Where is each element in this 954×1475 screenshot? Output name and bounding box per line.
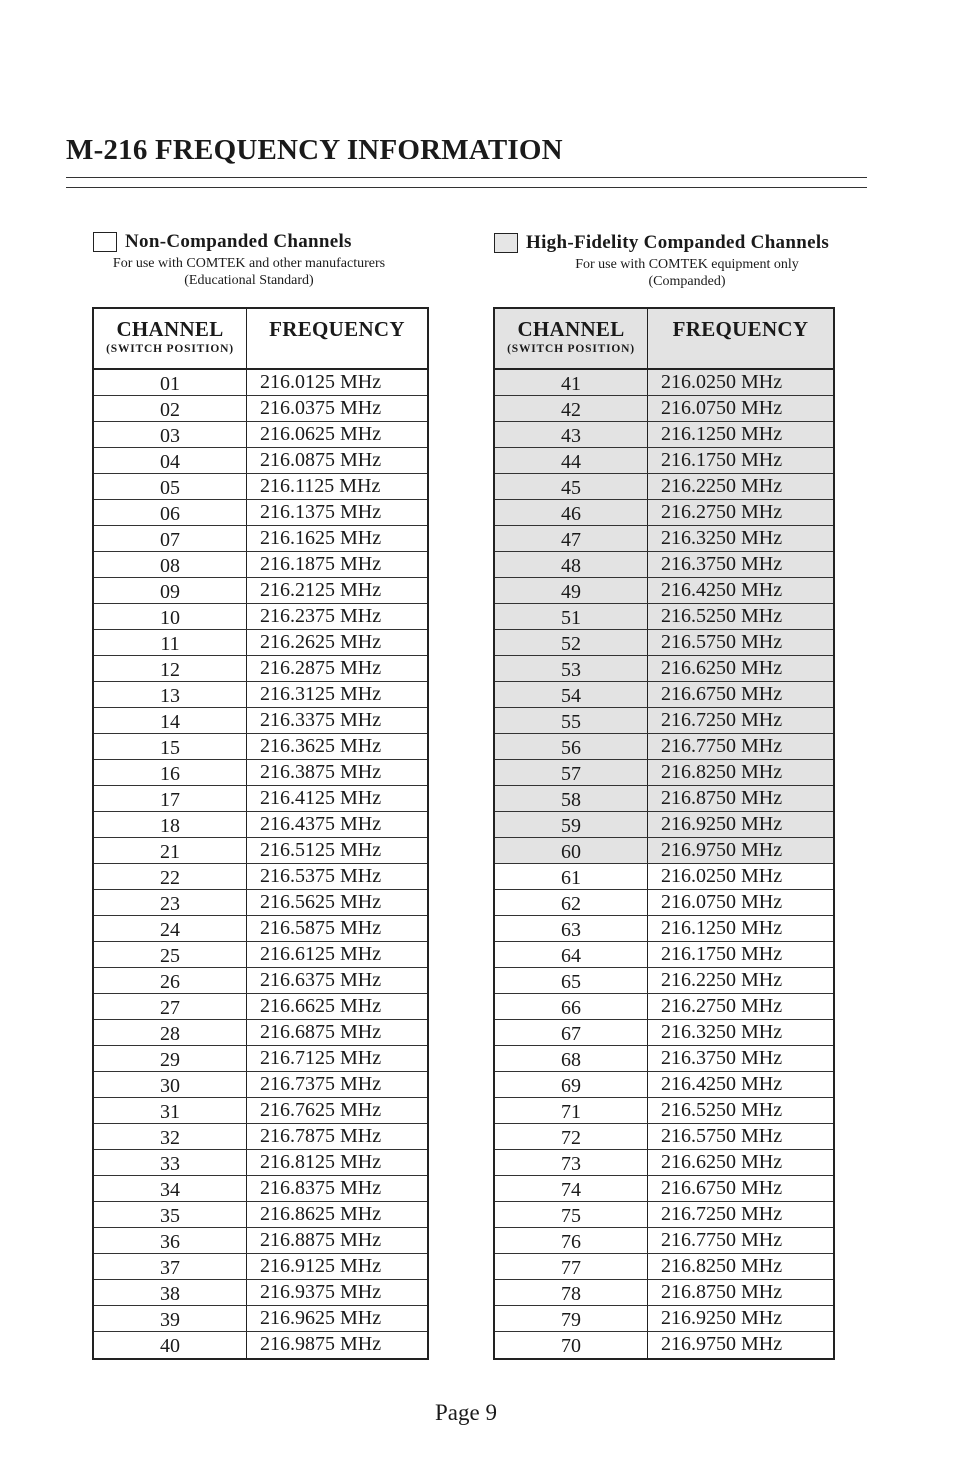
frequency-cell: 216.6125 MHz (260, 943, 382, 965)
frequency-cell: 216.8750 MHz (661, 787, 783, 809)
frequency-cell: 216.9250 MHz (661, 813, 783, 835)
frequency-cell: 216.0250 MHz (661, 865, 783, 887)
frequency-cell: 216.9750 MHz (661, 1333, 783, 1355)
channel-cell: 79 (495, 1306, 648, 1331)
frequency-cell: 216.8375 MHz (260, 1177, 382, 1199)
table-row (94, 1124, 427, 1150)
non-companded-table (92, 307, 429, 1360)
table-row (94, 1332, 427, 1358)
companded-subtitle-2: (Companded) (648, 274, 726, 289)
channel-cell: 69 (495, 1072, 648, 1097)
table-row (94, 708, 427, 734)
channel-cell: 33 (94, 1150, 247, 1175)
table-row (495, 1176, 833, 1202)
frequency-cell: 216.5250 MHz (661, 605, 783, 627)
frequency-cell: 216.5125 MHz (260, 839, 382, 861)
table-row (495, 1150, 833, 1176)
frequency-cell: 216.7875 MHz (260, 1125, 382, 1147)
channel-cell: 31 (94, 1098, 247, 1123)
frequency-cell: 216.8250 MHz (661, 761, 783, 783)
frequency-cell: 216.3250 MHz (661, 1021, 783, 1043)
channel-cell: 28 (94, 1020, 247, 1045)
channel-cell: 08 (94, 552, 247, 577)
table-row (94, 1254, 427, 1280)
companded-section-header (494, 232, 880, 290)
channel-cell: 68 (495, 1046, 648, 1071)
companded-subtitle-1: For use with COMTEK equipment only (575, 257, 799, 272)
frequency-cell: 216.6750 MHz (661, 1177, 783, 1199)
table-row (94, 1098, 427, 1124)
frequency-header (648, 309, 833, 368)
companded-heading: High-Fidelity Companded Channels (526, 232, 830, 253)
companded-table (493, 307, 835, 1360)
channel-cell: 06 (94, 500, 247, 525)
frequency-cell: 216.1625 MHz (260, 527, 382, 549)
frequency-cell: 216.9750 MHz (661, 839, 783, 861)
channel-cell: 25 (94, 942, 247, 967)
frequency-cell: 216.6250 MHz (661, 657, 783, 679)
channel-cell: 70 (495, 1332, 648, 1358)
frequency-cell: 216.7375 MHz (260, 1073, 382, 1095)
table-row (94, 786, 427, 812)
frequency-cell: 216.6875 MHz (260, 1021, 382, 1043)
channel-cell: 77 (495, 1254, 648, 1279)
frequency-cell: 216.2250 MHz (661, 475, 783, 497)
frequency-cell: 216.2875 MHz (260, 657, 382, 679)
frequency-cell: 216.2375 MHz (260, 605, 382, 627)
channel-cell: 01 (94, 370, 247, 395)
channel-cell: 34 (94, 1176, 247, 1201)
channel-cell: 16 (94, 760, 247, 785)
frequency-cell: 216.7625 MHz (260, 1099, 382, 1121)
table-row (94, 448, 427, 474)
channel-cell: 32 (94, 1124, 247, 1149)
frequency-cell: 216.7125 MHz (260, 1047, 382, 1069)
frequency-cell: 216.5250 MHz (661, 1099, 783, 1121)
table-row (495, 552, 833, 578)
table-row (94, 734, 427, 760)
table-row (94, 1176, 427, 1202)
channel-cell: 13 (94, 682, 247, 707)
table-row (94, 1228, 427, 1254)
table-row (94, 682, 427, 708)
channel-cell: 21 (94, 838, 247, 863)
channel-cell: 76 (495, 1228, 648, 1253)
channel-cell: 55 (495, 708, 648, 733)
frequency-cell: 216.8125 MHz (260, 1151, 382, 1173)
table-row (495, 968, 833, 994)
page-number: Page 9 (435, 1400, 497, 1425)
table-row (495, 786, 833, 812)
page-title: M-216 FREQUENCY INFORMATION (66, 134, 563, 166)
channel-cell: 54 (495, 682, 648, 707)
frequency-cell: 216.4375 MHz (260, 813, 382, 835)
channel-header-sublabel: (SWITCH POSITION) (106, 343, 234, 355)
channel-cell: 72 (495, 1124, 648, 1149)
table-row (94, 1202, 427, 1228)
channel-cell: 43 (495, 422, 648, 447)
channel-cell: 38 (94, 1280, 247, 1305)
table-row (495, 1228, 833, 1254)
table-row (94, 1020, 427, 1046)
channel-cell: 66 (495, 994, 648, 1019)
frequency-cell: 216.2750 MHz (661, 995, 783, 1017)
table-row (94, 838, 427, 864)
table-row (495, 1046, 833, 1072)
frequency-cell: 216.9875 MHz (260, 1333, 382, 1355)
channel-cell: 63 (495, 916, 648, 941)
frequency-cell: 216.0375 MHz (260, 397, 382, 419)
frequency-cell: 216.3375 MHz (260, 709, 382, 731)
table-row (94, 760, 427, 786)
table-row (94, 1046, 427, 1072)
table-row (495, 396, 833, 422)
table-row (495, 1072, 833, 1098)
table-row (495, 370, 833, 396)
channel-cell: 36 (94, 1228, 247, 1253)
title-rule-top (66, 177, 867, 178)
table-row (495, 656, 833, 682)
table-row (94, 526, 427, 552)
frequency-cell: 216.7250 MHz (661, 709, 783, 731)
channel-cell: 56 (495, 734, 648, 759)
channel-cell: 02 (94, 396, 247, 421)
table-row (495, 1332, 833, 1358)
frequency-cell: 216.9625 MHz (260, 1307, 382, 1329)
frequency-header-label: FREQUENCY (672, 317, 809, 341)
table-row (495, 994, 833, 1020)
table-row (495, 760, 833, 786)
frequency-cell: 216.7250 MHz (661, 1203, 783, 1225)
table-row (495, 942, 833, 968)
table-row (495, 890, 833, 916)
channel-cell: 73 (495, 1150, 648, 1175)
frequency-cell: 216.9125 MHz (260, 1255, 382, 1277)
channel-cell: 40 (94, 1332, 247, 1358)
channel-cell: 30 (94, 1072, 247, 1097)
non-companded-checkbox[interactable] (93, 232, 117, 252)
frequency-cell: 216.1125 MHz (260, 475, 381, 497)
frequency-cell: 216.0625 MHz (260, 423, 382, 445)
channel-cell: 52 (495, 630, 648, 655)
non-companded-subtitle-2: (Educational Standard) (184, 273, 314, 288)
channel-cell: 75 (495, 1202, 648, 1227)
frequency-cell: 216.9250 MHz (661, 1307, 783, 1329)
channel-header (94, 309, 247, 368)
table-header (94, 309, 427, 370)
frequency-cell: 216.5875 MHz (260, 917, 382, 939)
channel-cell: 12 (94, 656, 247, 681)
channel-cell: 42 (495, 396, 648, 421)
table-row (94, 1150, 427, 1176)
channel-cell: 47 (495, 526, 648, 551)
frequency-cell: 216.1750 MHz (661, 449, 783, 471)
channel-header-sublabel: (SWITCH POSITION) (507, 343, 635, 355)
channel-cell: 44 (495, 448, 648, 473)
channel-cell: 46 (495, 500, 648, 525)
frequency-cell: 216.0750 MHz (661, 397, 783, 419)
channel-cell: 74 (495, 1176, 648, 1201)
channel-cell: 61 (495, 864, 648, 889)
channel-header-label: CHANNEL (517, 317, 625, 341)
non-companded-subtitle-1: For use with COMTEK and other manufacturers (112, 256, 386, 271)
table-row (495, 474, 833, 500)
table-row (495, 1202, 833, 1228)
table-row (94, 812, 427, 838)
frequency-cell: 216.2625 MHz (260, 631, 382, 653)
table-row (495, 916, 833, 942)
channel-cell: 48 (495, 552, 648, 577)
table-row (94, 916, 427, 942)
channel-cell: 24 (94, 916, 247, 941)
channel-cell: 53 (495, 656, 648, 681)
channel-cell: 58 (495, 786, 648, 811)
channel-cell: 10 (94, 604, 247, 629)
frequency-cell: 216.5750 MHz (661, 1125, 783, 1147)
frequency-cell: 216.8875 MHz (260, 1229, 382, 1251)
title-rule-bottom (66, 187, 867, 188)
channel-cell: 07 (94, 526, 247, 551)
frequency-cell: 216.3125 MHz (260, 683, 382, 705)
channel-cell: 45 (495, 474, 648, 499)
channel-cell: 05 (94, 474, 247, 499)
channel-cell: 18 (94, 812, 247, 837)
table-row (94, 578, 427, 604)
table-row (94, 500, 427, 526)
channel-cell: 78 (495, 1280, 648, 1305)
frequency-cell: 216.2250 MHz (661, 969, 783, 991)
table-header (495, 309, 833, 370)
channel-cell: 14 (94, 708, 247, 733)
frequency-cell: 216.3875 MHz (260, 761, 382, 783)
channel-cell: 62 (495, 890, 648, 915)
channel-cell: 39 (94, 1306, 247, 1331)
channel-cell: 67 (495, 1020, 648, 1045)
table-row (94, 474, 427, 500)
table-row (495, 734, 833, 760)
table-row (495, 526, 833, 552)
channel-cell: 29 (94, 1046, 247, 1071)
frequency-cell: 216.6750 MHz (661, 683, 783, 705)
table-row (94, 1306, 427, 1332)
table-body (94, 370, 427, 1358)
table-row (94, 656, 427, 682)
frequency-cell: 216.8625 MHz (260, 1203, 382, 1225)
frequency-cell: 216.8750 MHz (661, 1281, 783, 1303)
frequency-cell: 216.5625 MHz (260, 891, 382, 913)
frequency-cell: 216.2750 MHz (661, 501, 783, 523)
table-row (495, 682, 833, 708)
frequency-cell: 216.1875 MHz (260, 553, 382, 575)
frequency-cell: 216.6375 MHz (260, 969, 382, 991)
frequency-cell: 216.3625 MHz (260, 735, 382, 757)
channel-cell: 37 (94, 1254, 247, 1279)
companded-checkbox[interactable] (494, 233, 518, 253)
table-row (495, 708, 833, 734)
channel-cell: 27 (94, 994, 247, 1019)
table-row (94, 422, 427, 448)
frequency-cell: 216.5375 MHz (260, 865, 382, 887)
frequency-cell: 216.7750 MHz (661, 1229, 783, 1251)
table-row (94, 396, 427, 422)
channel-cell: 23 (94, 890, 247, 915)
table-row (94, 968, 427, 994)
table-row (495, 864, 833, 890)
table-row (495, 812, 833, 838)
table-row (94, 890, 427, 916)
frequency-cell: 216.8250 MHz (661, 1255, 783, 1277)
table-body (495, 370, 833, 1358)
frequency-cell: 216.7750 MHz (661, 735, 783, 757)
non-companded-heading: Non-Companded Channels (125, 231, 352, 252)
channel-cell: 11 (94, 630, 247, 655)
table-row (495, 1020, 833, 1046)
frequency-cell: 216.1375 MHz (260, 501, 382, 523)
channel-cell: 60 (495, 838, 648, 863)
table-row (495, 1306, 833, 1332)
channel-cell: 64 (495, 942, 648, 967)
channel-cell: 04 (94, 448, 247, 473)
channel-header-label: CHANNEL (116, 317, 224, 341)
frequency-cell: 216.4250 MHz (661, 579, 783, 601)
channel-cell: 17 (94, 786, 247, 811)
table-row (495, 1280, 833, 1306)
channel-cell: 03 (94, 422, 247, 447)
frequency-cell: 216.6625 MHz (260, 995, 382, 1017)
frequency-cell: 216.3750 MHz (661, 1047, 783, 1069)
table-row (495, 1098, 833, 1124)
channel-cell: 09 (94, 578, 247, 603)
table-row (495, 448, 833, 474)
channel-cell: 35 (94, 1202, 247, 1227)
table-row (495, 604, 833, 630)
channel-cell: 41 (495, 370, 648, 395)
channel-cell: 65 (495, 968, 648, 993)
table-row (94, 370, 427, 396)
table-row (495, 578, 833, 604)
frequency-cell: 216.0250 MHz (661, 371, 783, 393)
table-row (495, 630, 833, 656)
channel-cell: 51 (495, 604, 648, 629)
table-row (94, 1280, 427, 1306)
channel-cell: 59 (495, 812, 648, 837)
frequency-cell: 216.4125 MHz (260, 787, 382, 809)
table-row (94, 942, 427, 968)
channel-cell: 15 (94, 734, 247, 759)
channel-cell: 71 (495, 1098, 648, 1123)
frequency-cell: 216.3250 MHz (661, 527, 783, 549)
table-row (94, 1072, 427, 1098)
frequency-header-label: FREQUENCY (269, 317, 405, 341)
frequency-cell: 216.1250 MHz (661, 917, 783, 939)
frequency-cell: 216.0125 MHz (260, 371, 382, 393)
channel-cell: 26 (94, 968, 247, 993)
frequency-cell: 216.4250 MHz (661, 1073, 783, 1095)
table-row (495, 1124, 833, 1150)
frequency-cell: 216.1750 MHz (661, 943, 783, 965)
frequency-cell: 216.0875 MHz (260, 449, 382, 471)
frequency-cell: 216.5750 MHz (661, 631, 783, 653)
table-row (94, 864, 427, 890)
frequency-header (247, 309, 427, 368)
channel-header (495, 309, 648, 368)
table-row (94, 630, 427, 656)
frequency-cell: 216.6250 MHz (661, 1151, 783, 1173)
non-companded-section-header (93, 231, 405, 289)
table-row (94, 994, 427, 1020)
frequency-cell: 216.2125 MHz (260, 579, 382, 601)
table-row (94, 604, 427, 630)
frequency-cell: 216.3750 MHz (661, 553, 783, 575)
table-row (495, 838, 833, 864)
frequency-cell: 216.1250 MHz (661, 423, 783, 445)
channel-cell: 22 (94, 864, 247, 889)
table-row (495, 1254, 833, 1280)
table-row (94, 552, 427, 578)
table-row (495, 500, 833, 526)
channel-cell: 49 (495, 578, 648, 603)
table-row (495, 422, 833, 448)
frequency-cell: 216.9375 MHz (260, 1281, 382, 1303)
frequency-cell: 216.0750 MHz (661, 891, 783, 913)
channel-cell: 57 (495, 760, 648, 785)
